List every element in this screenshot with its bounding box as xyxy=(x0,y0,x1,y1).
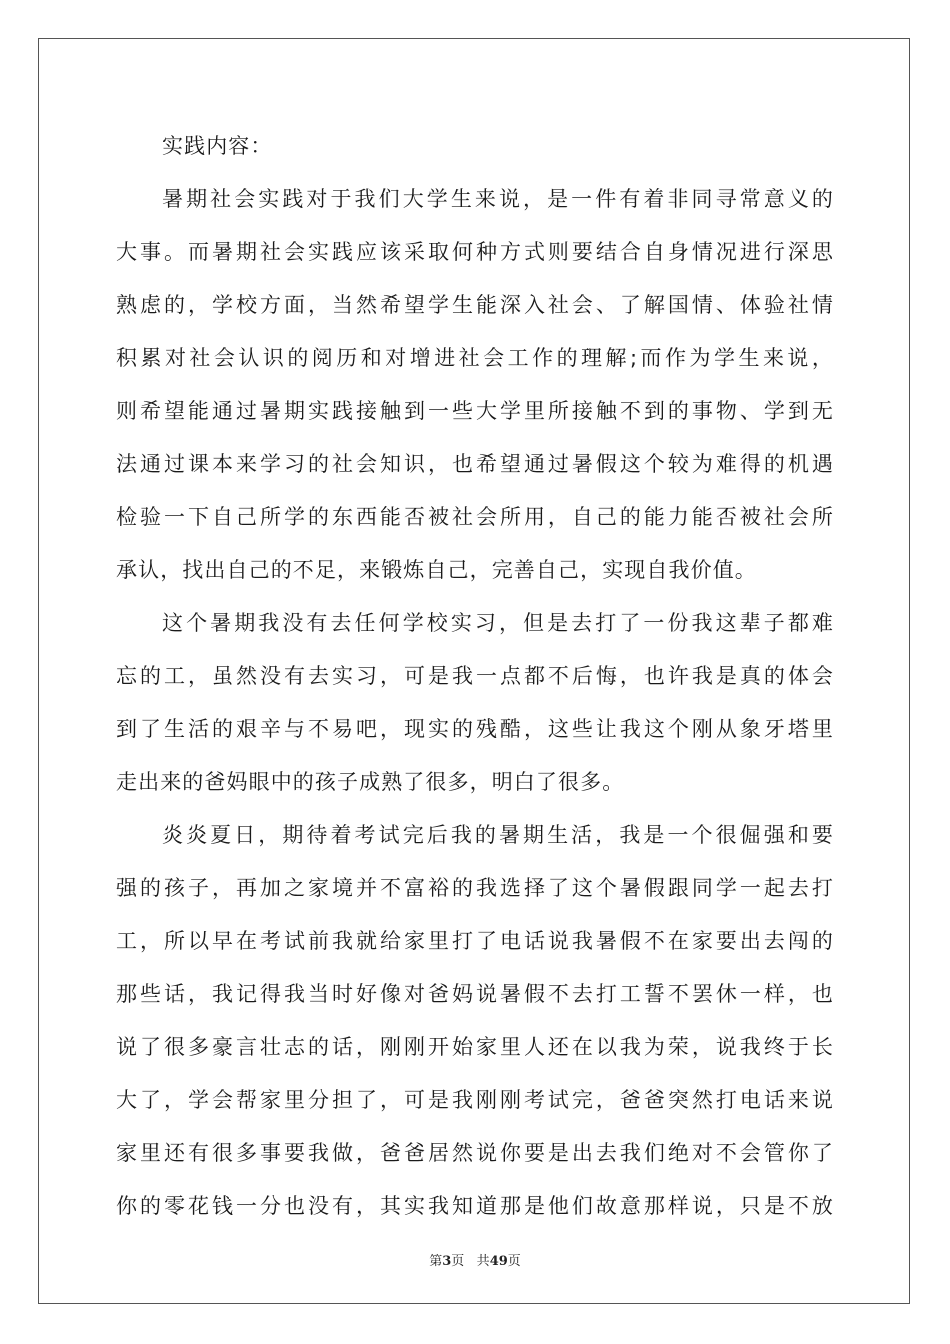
text-line: 则希望能通过暑期实践接触到一些大学里所接触不到的事物、学到无 xyxy=(116,399,834,423)
total-unit: 页 xyxy=(507,1254,521,1269)
text-line: 工，所以早在考试前我就给家里打了电话说我暑假不在家要出去闯的 xyxy=(116,929,834,953)
text-line: 说了很多豪言壮志的话，刚刚开始家里人还在以我为荣，说我终于长 xyxy=(116,1035,834,1059)
text-line: 检验一下自己所学的东西能否被社会所用，自己的能力能否被社会所 xyxy=(116,505,834,529)
total-pages: 49 xyxy=(489,1254,508,1269)
text-line: 法通过课本来学习的社会知识，也希望通过暑假这个较为难得的机遇 xyxy=(116,452,834,476)
text-line: 家里还有很多事要我做，爸爸居然说你要是出去我们绝对不会管你了 xyxy=(116,1141,834,1165)
text-line: 熟虑的，学校方面，当然希望学生能深入社会、了解国情、体验社情 xyxy=(116,293,834,317)
text-line: 那些话，我记得我当时好像对爸妈说暑假不去打工誓不罢休一样，也 xyxy=(116,982,834,1006)
page-number: 3 xyxy=(442,1254,452,1269)
text-line: 大了，学会帮家里分担了，可是我刚刚考试完，爸爸突然打电话来说 xyxy=(116,1088,834,1112)
page-footer xyxy=(0,1250,950,1269)
document-body xyxy=(116,120,834,1233)
text-line: 炎炎夏日，期待着考试完后我的暑期生活，我是一个很倔强和要 xyxy=(162,823,834,847)
text-line: 你的零花钱一分也没有，其实我知道那是他们故意那样说，只是不放 xyxy=(116,1194,834,1218)
text-line: 实践内容： xyxy=(162,134,273,158)
page-prefix: 第 xyxy=(429,1254,443,1269)
text-line: 到了生活的艰辛与不易吧，现实的残酷，这些让我这个刚从象牙塔里 xyxy=(116,717,834,741)
page-unit: 页 xyxy=(451,1254,465,1269)
text-line: 强的孩子，再加之家境并不富裕的我选择了这个暑假跟同学一起去打 xyxy=(116,876,834,900)
text-line: 暑期社会实践对于我们大学生来说，是一件有着非同寻常意义的 xyxy=(162,187,834,211)
text-line: 积累对社会认识的阅历和对增进社会工作的理解;而作为学生来说， xyxy=(116,346,834,370)
text-line: 走出来的爸妈眼中的孩子成熟了很多，明白了很多。 xyxy=(116,770,625,794)
text-line: 忘的工，虽然没有去实习，可是我一点都不后悔，也许我是真的体会 xyxy=(116,664,834,688)
text-line: 这个暑期我没有去任何学校实习，但是去打了一份我这辈子都难 xyxy=(162,611,834,635)
total-prefix: 共 xyxy=(476,1254,490,1269)
text-line: 承认，找出自己的不足，来锻炼自己，完善自己，实现自我价值。 xyxy=(116,558,757,582)
text-line: 大事。而暑期社会实践应该采取何种方式则要结合自身情况进行深思 xyxy=(116,240,834,264)
